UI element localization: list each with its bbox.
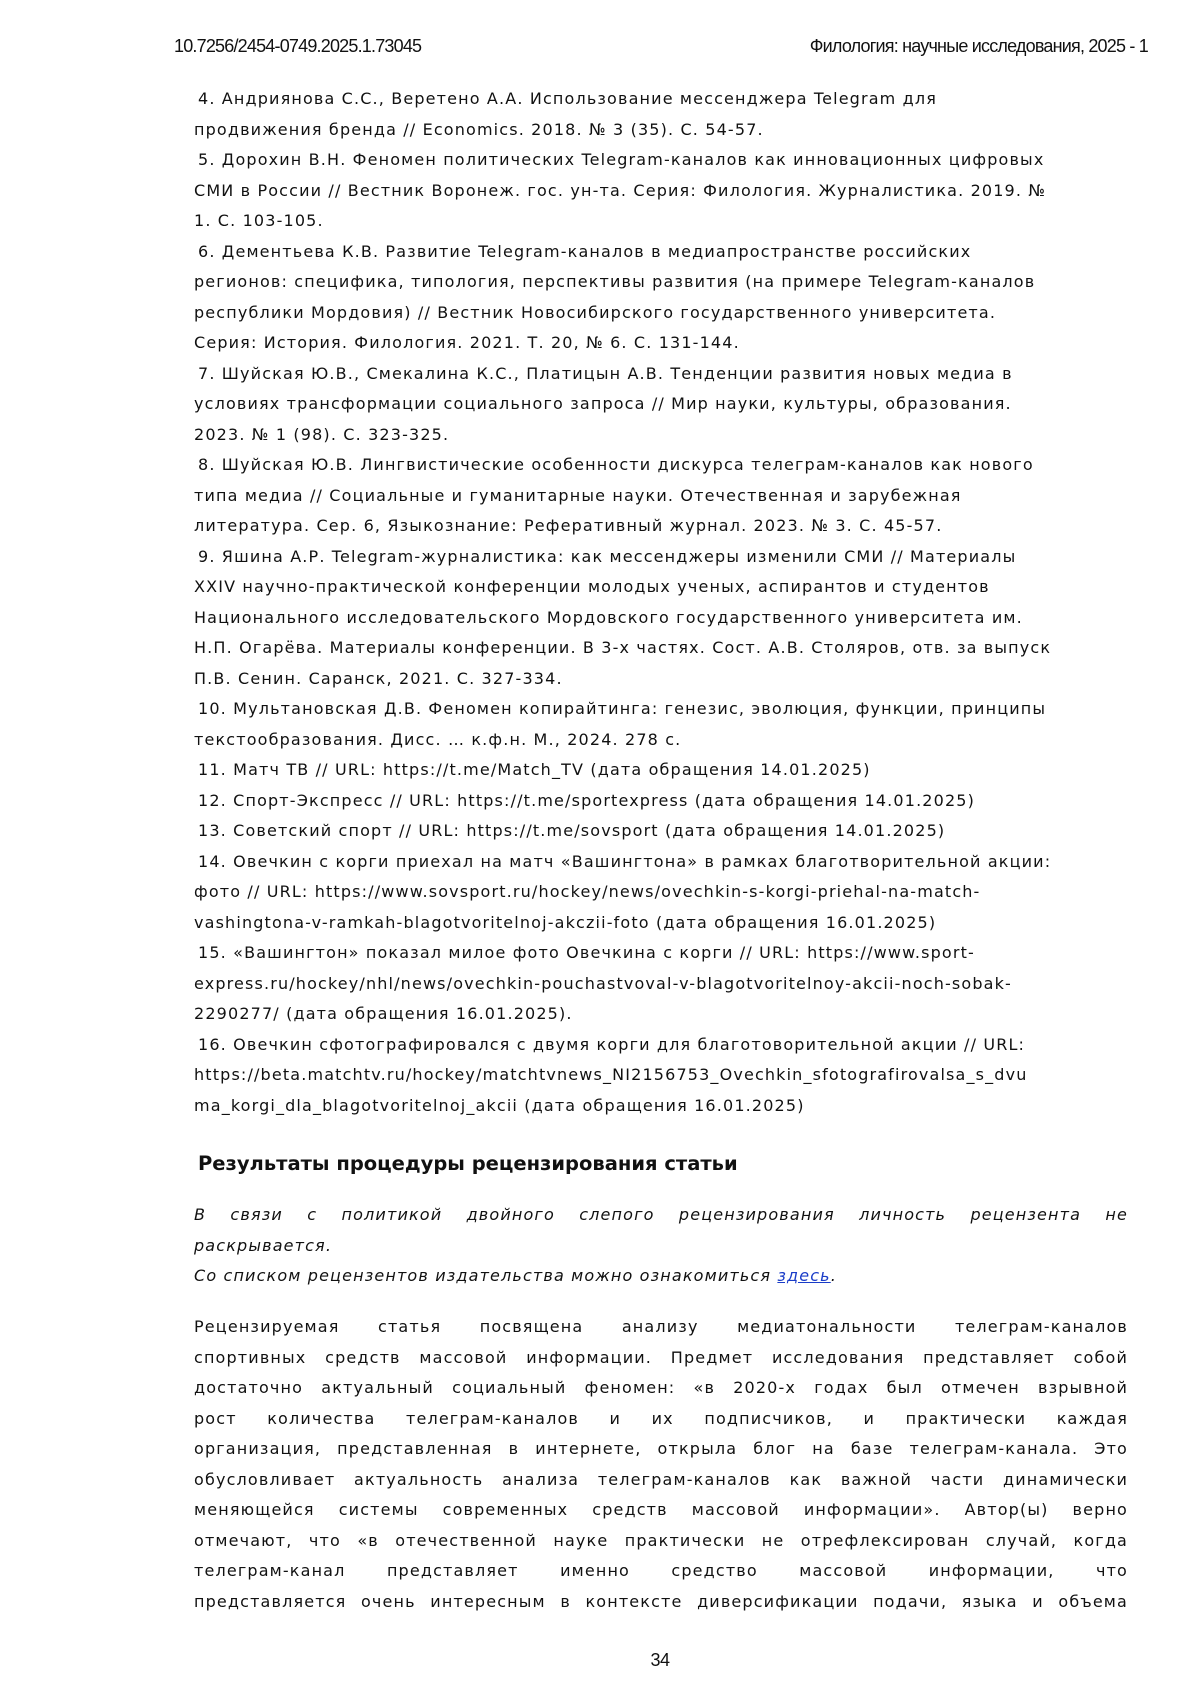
reference-line: 11. Матч ТВ // URL: https://t.me/Match_TV (дата обращения 14.01.2025) (198, 760, 871, 779)
reference-line: условиях трансформации социального запроса // Мир науки, культуры, образования. (194, 394, 1012, 413)
reviewers-link[interactable]: здесь (777, 1266, 831, 1285)
reference-list (194, 84, 1128, 1121)
reference-item (194, 847, 1128, 939)
note-line: В связи с политикой двойного слепого рецензирования личность рецензента не (194, 1205, 1128, 1224)
reference-line: 10. Мультановская Д.В. Феномен копирайтинга: генезис, эволюция, функции, принципы (198, 699, 1047, 718)
reference-line: ma_korgi_dla_blagotvoritelnoj_akcii (дата обращения 16.01.2025) (194, 1095, 805, 1115)
reference-line: 2023. № 1 (98). С. 323-325. (194, 424, 450, 444)
reference-line: 2290277/ (дата обращения 16.01.2025). (194, 1004, 573, 1023)
reference-item (194, 542, 1128, 695)
reference-line: Н.П. Огарёва. Материалы конференции. В 3-х частях. Сост. А.В. Столяров, отв. за выпуск (194, 638, 1052, 657)
reference-line: типа медиа // Социальные и гуманитарные науки. Отечественная и зарубежная (194, 485, 962, 505)
reference-line: 8. Шуйская Ю.В. Лингвистические особенности дискурса телеграм-каналов как нового (198, 455, 1034, 474)
reference-line: республики Мордовия) // Вестник Новосибирского государственного университета. (194, 302, 997, 322)
reference-line: 13. Советский спорт // URL: https://t.me/sovsport (дата обращения 14.01.2025) (198, 821, 946, 840)
reference-item (194, 359, 1128, 451)
note-end: . (830, 1266, 838, 1285)
reference-line: 5. Дорохин В.Н. Феномен политических Telegram-каналов как инновационных цифровых (198, 150, 1045, 169)
reference-line: https://beta.matchtv.ru/hockey/matchtvnews_NI2156753_Ovechkin_sfotografirovalsa_s_dvu (194, 1065, 1028, 1084)
reference-line: продвижения бренда // Economics. 2018. № 3 (35). С. 54-57. (194, 119, 764, 139)
note-line: раскрывается. (194, 1235, 333, 1255)
reference-line: фото // URL: https://www.sovsport.ru/hockey/news/ovechkin-s-korgi-priehal-na-match- (194, 882, 981, 901)
reference-item (194, 755, 1128, 786)
reference-line: СМИ в России // Вестник Воронеж. гос. ун-та. Серия: Филология. Журналистика. 2019. № (194, 180, 1047, 200)
reference-item (194, 450, 1128, 542)
reference-item (194, 145, 1128, 237)
reference-line: 6. Дементьева К.В. Развитие Telegram-каналов в медиапространстве российских (198, 241, 972, 261)
note-text: Со списком рецензентов издательства можно ознакомиться (194, 1266, 778, 1285)
reference-line: регионов: специфика, типология, перспективы развития (на примере Telegram-каналов (194, 272, 1036, 291)
body-line: спортивных средств массовой информации. Предмет исследования представляет собой (194, 1347, 1128, 1367)
note-line (194, 1261, 1128, 1292)
body-line: Рецензируемая статья посвящена анализу медиатональности телеграм-каналов (194, 1317, 1128, 1336)
reference-item (194, 786, 1128, 817)
page-number: 34 (650, 1650, 670, 1670)
reference-line: Серия: История. Филология. 2021. Т. 20, № 6. С. 131-144. (194, 333, 740, 352)
reference-line: 14. Овечкин с корги приехал на матч «Вашингтона» в рамках благотворительной акции: (198, 851, 1052, 871)
doi-header: 10.7256/2454-0749.2025.1.73045 (174, 36, 422, 56)
body-line: достаточно актуальный социальный феномен: «в 2020-х годах был отмечен взрывной (194, 1378, 1128, 1397)
reference-line: 9. Яшина А.Р. Telegram-журналистика: как мессенджеры изменили СМИ // Материалы (198, 546, 1017, 566)
reference-item (194, 816, 1128, 847)
body-line: рост количества телеграм-каналов и их подписчиков, и практически каждая (194, 1408, 1128, 1428)
reference-item (194, 1030, 1128, 1122)
reference-item (194, 938, 1128, 1030)
reference-line: 16. Овечкин сфотографировался с двумя корги для благотоворительной акции // URL: (198, 1034, 1026, 1054)
body-line: представляется очень интересным в контексте диверсификации подачи, языка и объема (194, 1591, 1128, 1611)
body-line: телеграм-канал представляет именно средство массовой информации, что (194, 1561, 1128, 1580)
body-line: организация, представленная в интернете, открыла блог на базе телеграм-канала. Это (194, 1439, 1128, 1458)
reference-line: П.В. Сенин. Саранск, 2021. С. 327-334. (194, 668, 563, 688)
reference-line: 4. Андриянова С.С., Веретено А.А. Использование мессенджера Telegram для (198, 89, 938, 108)
reference-line: текстообразования. Дисс. … к.ф.н. М., 2024. 278 с. (194, 729, 682, 749)
reference-line: vashingtona-v-ramkah-blagotvoritelnoj-akczii-foto (дата обращения 16.01.2025) (194, 912, 937, 932)
body-line: меняющейся системы современных средств массовой информации». Автор(ы) верно (194, 1500, 1128, 1519)
reference-item (194, 694, 1128, 755)
body-line: обусловливает актуальность анализа телеграм-каналов как важной части динамически (194, 1469, 1128, 1489)
reference-item (194, 84, 1128, 145)
body-line: отмечают, что «в отечественной науке практически не отрефлексирован случай, когда (194, 1530, 1128, 1550)
reference-line: 1. С. 103-105. (194, 211, 324, 230)
review-note (194, 1200, 1128, 1292)
journal-header: Филология: научные исследования, 2025 - 1 (809, 36, 1148, 56)
reference-line: 12. Спорт-Экспресс // URL: https://t.me/sportexpress (дата обращения 14.01.2025) (198, 790, 976, 810)
reference-item (194, 237, 1128, 359)
reference-line: express.ru/hockey/nhl/news/ovechkin-pouchastvoval-v-blagotvoritelnoy-akcii-noch-sobak- (194, 973, 1012, 993)
section-heading: Результаты процедуры рецензирования статьи (198, 1152, 738, 1175)
reference-line: Национального исследовательского Мордовского государственного университета им. (194, 607, 1023, 627)
reference-line: литература. Сер. 6, Языкознание: Реферативный журнал. 2023. № 3. С. 45-57. (194, 516, 943, 535)
reference-line: 15. «Вашингтон» показал милое фото Овечкина с корги // URL: https://www.sport- (198, 943, 975, 962)
reference-line: 7. Шуйская Ю.В., Смекалина К.С., Платицын А.В. Тенденции развития новых медиа в (198, 363, 1013, 383)
review-body (194, 1312, 1128, 1617)
reference-line: XXIV научно-практической конференции молодых ученых, аспирантов и студентов (194, 577, 990, 596)
